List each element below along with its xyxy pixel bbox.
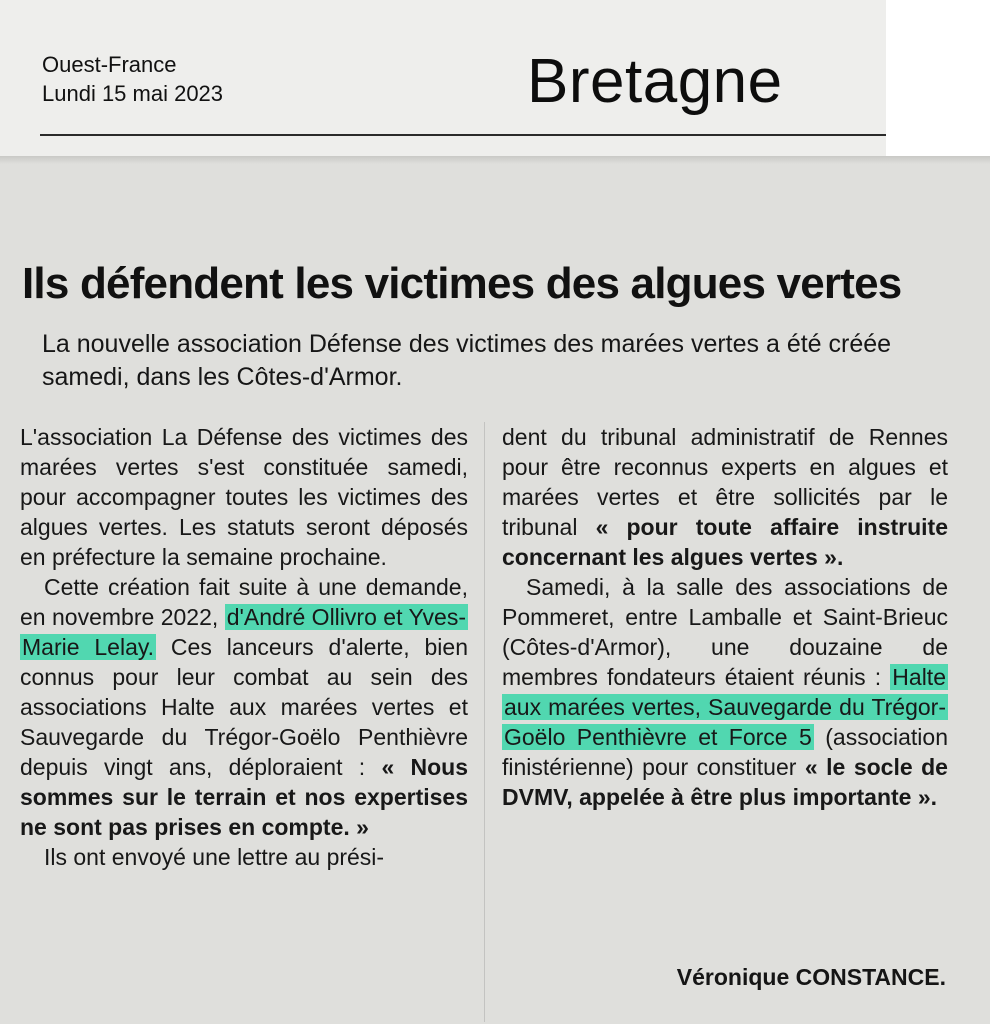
paragraph: L'association La Défense des victimes des marées vertes s'est constituée samedi, pour accompagner toutes les victimes des algues vertes. Les statuts seront déposés en préfecture la semaine prochaine. <box>20 424 468 570</box>
publication-date: Lundi 15 mai 2023 <box>42 81 224 106</box>
section-title: Bretagne <box>527 47 783 116</box>
paragraph-text: (association finistérienne) pour constituer <box>502 724 948 780</box>
scan-margin <box>886 0 990 158</box>
article-headline: Ils défendent les victimes des algues vertes <box>22 259 902 308</box>
column-divider <box>484 422 485 1022</box>
page-header <box>0 0 886 158</box>
paragraph-text: Cette création fait suite à une demande, en novembre 2022, <box>20 574 468 630</box>
paragraph <box>502 422 948 572</box>
paragraph-text: Samedi, à la salle des associations de Pommeret, entre Lamballe et Saint-Brieuc (Côtes-d'Armor), une douzaine de membres fondateurs étaient réunis : <box>502 574 948 690</box>
quote: « Nous sommes sur le terrain et nos expertises ne sont pas prises en compte. » <box>20 754 469 840</box>
paragraph-text: dent du tribunal administratif de Rennes pour être reconnus experts en algues et marées vertes et être sollicités par le tribunal <box>502 424 948 540</box>
paragraph-text: Ces lanceurs d'alerte, bien connus pour leur combat au sein des associations Halte aux marées vertes et Sauvegarde du Trégor-Goëlo Penthièvre depuis vingt ans, déploraient : <box>20 634 468 780</box>
publication-info <box>42 50 223 108</box>
highlighted-text: d'André Ollivro et Yves-Marie Lelay. <box>22 604 466 660</box>
highlighted-text: Halte aux marées vertes, Sauvegarde du Trégor-Goëlo Penthièvre et Force 5 <box>504 664 946 750</box>
publication-name: Ouest-France <box>42 52 177 77</box>
article-column-2 <box>502 422 948 812</box>
article-column-1 <box>20 422 468 872</box>
paragraph <box>502 572 948 812</box>
header-rule <box>40 134 886 136</box>
quote: « le socle de DVMV, appelée à être plus importante ». <box>502 754 948 810</box>
paper-edge <box>0 156 990 164</box>
article-subtitle: La nouvelle association Défense des victimes des marées vertes a été créée samedi, dans les Côtes-d'Armor. <box>42 330 892 391</box>
paragraph <box>20 572 468 842</box>
quote: « pour toute affaire instruite concernant les algues vertes ». <box>502 514 948 570</box>
author-signature: Véronique CONSTANCE. <box>676 964 946 990</box>
paragraph: Ils ont envoyé une lettre au prési- <box>44 844 385 870</box>
